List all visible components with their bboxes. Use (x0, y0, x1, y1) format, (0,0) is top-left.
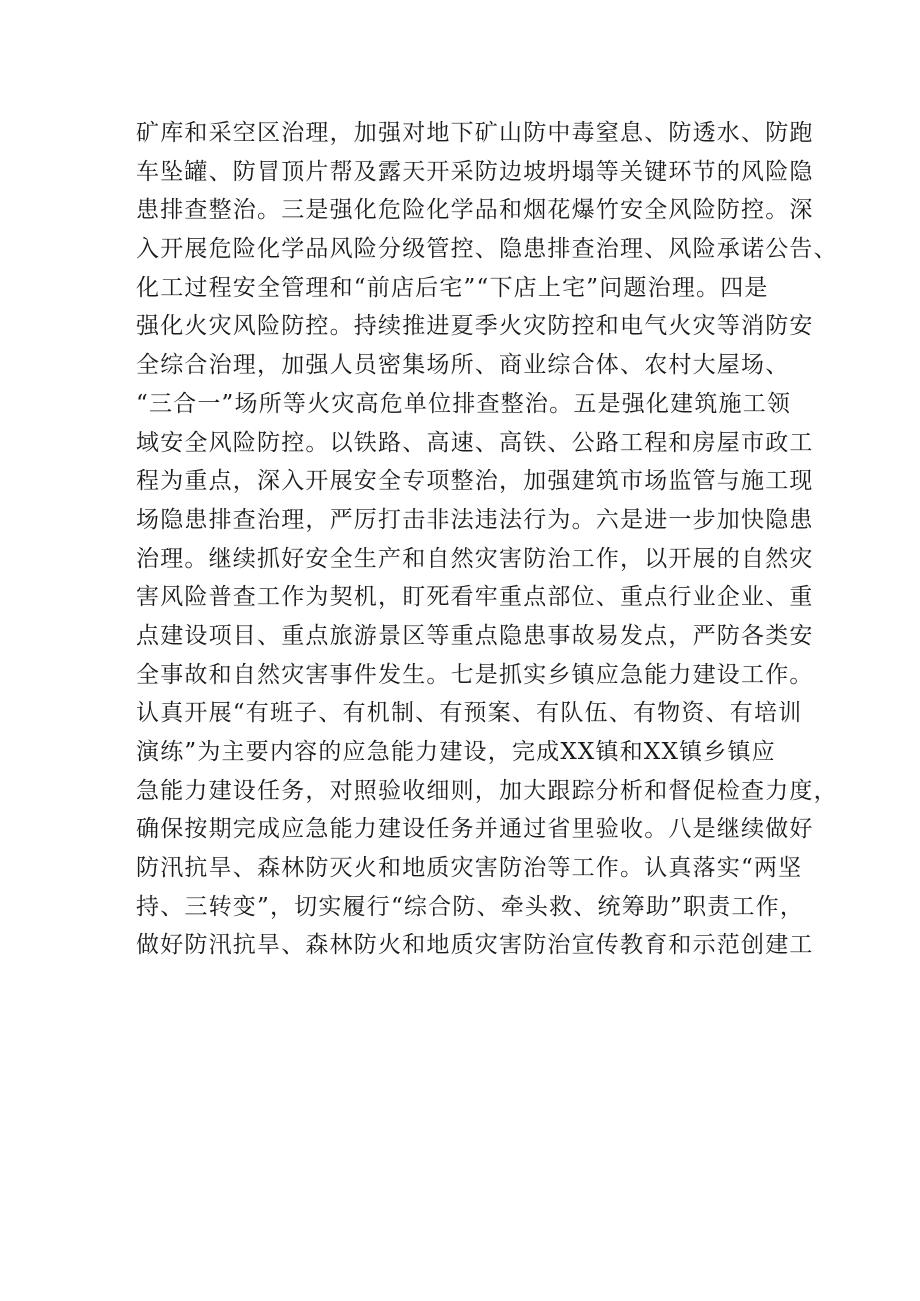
text-line: 强化火灾风险防控。持续推进夏季火灾防控和电气火灾等消防安 (136, 313, 814, 340)
text-line: 全综合治理，加强人员密集场所、商业综合体、农村大屋场、 (136, 352, 790, 379)
text-line: 域安全风险防控。以铁路、高速、高铁、公路工程和房屋市政工 (136, 429, 814, 456)
body-paragraph (136, 114, 836, 965)
text-line: 认真开展“有班子、有机制、有预案、有队伍、有物资、有培训 (136, 700, 803, 727)
text-line: 害风险普查工作为契机，盯死看牢重点部位、重点行业企业、重 (136, 584, 814, 611)
text-line: 患排查整治。三是强化危险化学品和烟花爆竹安全风险防控。深 (136, 197, 814, 224)
text-line: 急能力建设任务，对照验收细则，加大跟踪分析和督促检查力度， (136, 777, 838, 804)
text-line: 矿库和采空区治理，加强对地下矿山防中毒窒息、防透水、防跑 (136, 120, 814, 146)
text-line: 入开展危险化学品风险分级管控、隐患排查治理、风险承诺公告、 (136, 236, 838, 263)
text-line: 治理。继续抓好安全生产和自然灾害防治工作，以开展的自然灾 (136, 545, 814, 572)
text-line: 防汛抗旱、森林防灭火和地质灾害防治等工作。认真落实“两坚 (136, 855, 803, 882)
text-line: 确保按期完成应急能力建设任务并通过省里验收。八是继续做好 (136, 816, 814, 843)
text-line: “三合一”场所等火灾高危单位排查整治。五是强化建筑施工领 (136, 390, 792, 417)
text-line: 程为重点，深入开展安全专项整治，加强建筑市场监管与施工现 (136, 468, 814, 495)
text-line: 化工过程安全管理和“前店后宅”“下店上宅”问题治理。四是 (136, 274, 769, 301)
text-line: 做好防汛抗旱、森林防火和地质灾害防治宣传教育和示范创建工 (136, 932, 814, 959)
text-line: 点建设项目、重点旅游景区等重点隐患事故易发点，严防各类安 (136, 622, 814, 649)
text-line: 全事故和自然灾害事件发生。七是抓实乡镇应急能力建设工作。 (136, 661, 814, 688)
text-line: 场隐患排查治理，严厉打击非法违法行为。六是进一步加快隐患 (136, 506, 814, 533)
text-line: 演练”为主要内容的应急能力建设，完成XX镇和XX镇乡镇应 (136, 739, 776, 765)
text-line: 车坠罐、防冒顶片帮及露天开采防边坡坍塌等关键环节的风险隐 (136, 158, 814, 185)
text-line: 持、三转变”，切实履行“综合防、牵头救、统筹助”职责工作， (136, 893, 805, 920)
